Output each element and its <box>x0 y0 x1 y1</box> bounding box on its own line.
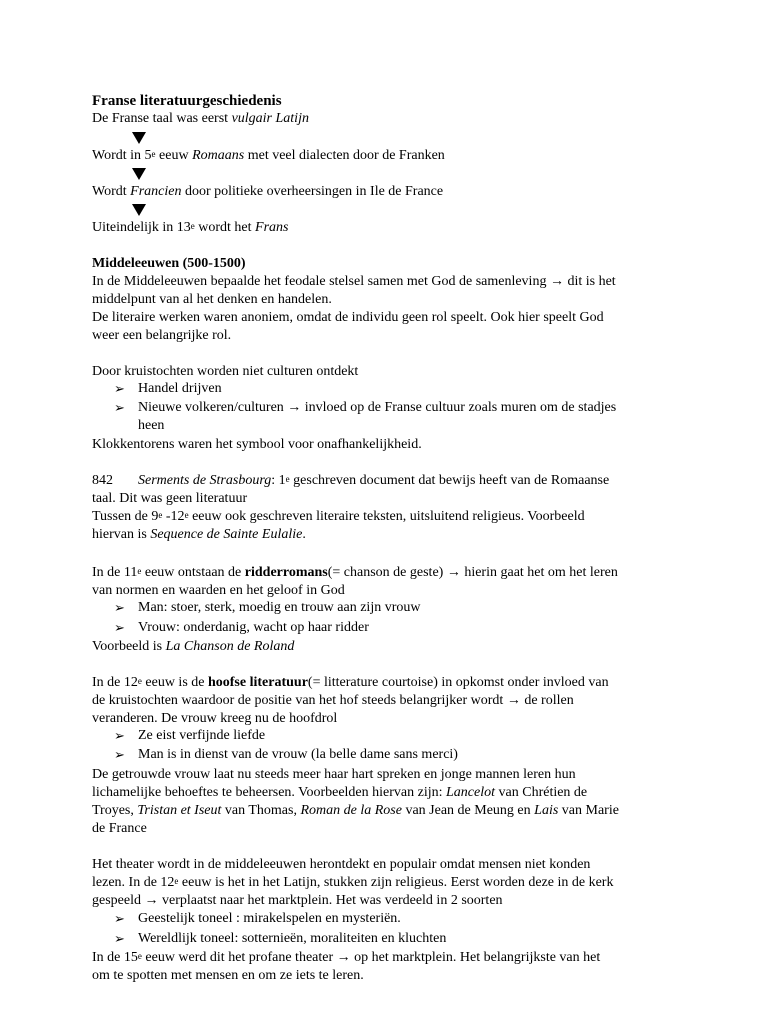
paragraph-line <box>92 874 613 892</box>
intro-line-3 <box>92 183 443 201</box>
down-arrow-icon <box>132 168 146 180</box>
text: In de 15 <box>92 950 138 965</box>
intro-line-1 <box>92 110 309 128</box>
text: door politieke overheersingen in Ile de France <box>181 184 444 199</box>
paragraph-line: De getrouwde vrouw laat nu steeds meer haar hart spreken en jonge mannen leren hun <box>92 767 576 782</box>
bullet-arrow-icon: ➢ <box>114 931 125 946</box>
bullet-arrow-icon: ➢ <box>114 600 125 615</box>
text: In de Middeleeuwen bepaalde het feodale stelsel samen met God de samenleving <box>92 274 547 289</box>
text-italic: Tristan et Iseut <box>137 803 222 818</box>
bullet-item: Handel drijven <box>138 381 222 396</box>
paragraph-line <box>92 674 609 692</box>
bullet-arrow-icon: ➢ <box>114 911 125 926</box>
text-italic: Francien <box>130 184 182 199</box>
text-italic: Lancelot <box>446 785 496 800</box>
text: van Thomas, <box>221 803 301 818</box>
superscript: e <box>285 474 290 484</box>
right-arrow-icon: → <box>144 893 159 908</box>
paragraph-line: taal. Dit was geen literatuur <box>92 491 248 506</box>
text: Voorbeeld is <box>92 639 166 654</box>
section-heading: Middeleeuwen (500-1500) <box>92 256 246 271</box>
paragraph-line: middelpunt van al het denken en handelen. <box>92 292 332 307</box>
text: hierin gaat het om het leren <box>460 565 618 580</box>
paragraph-line <box>92 949 600 967</box>
paragraph-line: Door kruistochten worden niet culturen ontdekt <box>92 364 359 379</box>
text: In de 11 <box>92 565 138 580</box>
year: 842 <box>92 473 113 488</box>
text: Troyes, <box>92 803 138 818</box>
down-arrow-icon <box>132 204 146 216</box>
text: (= chanson de geste) <box>327 565 444 580</box>
text: eeuw ontstaan de <box>141 565 245 580</box>
text: Wordt in 5 <box>92 148 152 163</box>
text: dit is het <box>563 274 616 289</box>
paragraph-line: weer een belangrijke rol. <box>92 328 232 343</box>
paragraph-line: de France <box>92 821 147 836</box>
bullet-arrow-icon: ➢ <box>114 728 125 743</box>
superscript: e <box>137 566 142 576</box>
bullet-item <box>138 400 616 416</box>
intro-line-4 <box>92 219 288 237</box>
right-arrow-icon: → <box>506 693 521 708</box>
text: eeuw werd dit het profane theater <box>141 950 334 965</box>
text: wordt het <box>194 220 256 235</box>
right-arrow-icon: → <box>287 400 302 415</box>
text-bold: hoofse literatuur <box>207 675 308 690</box>
paragraph-line: De literaire werken waren anoniem, omdat de individu geen rol speelt. Ook hier speelt God <box>92 310 604 325</box>
right-arrow-icon: → <box>336 950 351 965</box>
text: eeuw <box>155 148 193 163</box>
text: Nieuwe volkeren/culturen <box>138 400 284 415</box>
paragraph-line: om te spotten met mensen en om ze iets te leren. <box>92 968 364 983</box>
superscript: e <box>190 221 195 231</box>
text-bold: ridderromans <box>244 565 328 580</box>
text-italic: Lais <box>534 803 559 818</box>
text: eeuw is het in het Latijn, stukken zijn religieus. Eerst worden deze in de kerk <box>178 875 614 890</box>
superscript: e <box>137 951 142 961</box>
paragraph-line: Het theater wordt in de middeleeuwen herontdekt en populair omdat mensen niet konden <box>92 857 591 872</box>
text: geschreven document dat bewijs heeft van de Romaanse <box>289 473 610 488</box>
text: van Chrétien de <box>495 785 588 800</box>
bullet-item: Man: stoer, sterk, moedig en trouw aan zijn vrouw <box>138 600 421 615</box>
text: lezen. In de 12 <box>92 875 175 890</box>
paragraph-line: van normen en waarden en het geloof in God <box>92 583 345 598</box>
paragraph-line <box>92 273 616 291</box>
text-italic: Sequence de Sainte Eulalie <box>150 527 303 542</box>
text-italic: La Chanson de Roland <box>165 639 295 654</box>
text: Tussen de 9 <box>92 509 159 524</box>
text: met veel dialecten door de Franken <box>244 148 445 163</box>
bullet-arrow-icon: ➢ <box>114 620 125 635</box>
bullet-item: Vrouw: onderdanig, wacht op haar ridder <box>138 620 369 635</box>
page-title: Franse literatuurgeschiedenis <box>92 93 282 109</box>
paragraph-line <box>92 802 619 820</box>
superscript: e <box>174 876 179 886</box>
superscript: e <box>184 510 189 520</box>
text-italic: Serments de Strasbourg <box>138 473 272 488</box>
superscript: e <box>158 510 163 520</box>
paragraph-line <box>92 638 294 656</box>
text: de kruistochten waardoor de positie van het hof steeds belangrijker wordt <box>92 693 504 708</box>
text: van Marie <box>558 803 619 818</box>
bullet-arrow-icon: ➢ <box>114 381 125 396</box>
text: (= litterature courtoise) in opkomst onder invloed van <box>307 675 609 690</box>
text: -12 <box>162 509 185 524</box>
text-italic: Romaans <box>192 148 245 163</box>
text: invloed op de Franse cultuur zoals muren om de stadjes <box>301 400 617 415</box>
text: eeuw is de <box>141 675 208 690</box>
text: hiervan is <box>92 527 151 542</box>
bullet-arrow-icon: ➢ <box>114 400 125 415</box>
text: verplaatst naar het marktplein. Het was verdeeld in 2 soorten <box>158 893 503 908</box>
text: . <box>302 527 306 542</box>
text: lichamelijke behoeftes te beheersen. Voorbeelden hiervan zijn: <box>92 785 447 800</box>
paragraph-line <box>92 784 587 802</box>
paragraph-line <box>92 892 503 910</box>
text-italic: Roman de la Rose <box>300 803 402 818</box>
paragraph-line: veranderen. De vrouw kreeg nu de hoofdrol <box>92 711 338 726</box>
paragraph-line <box>92 564 618 582</box>
text: van Jean de Meung en <box>401 803 535 818</box>
down-arrow-icon <box>132 132 146 144</box>
paragraph-line <box>92 472 609 490</box>
text: de rollen <box>520 693 574 708</box>
text: gespeeld <box>92 893 141 908</box>
right-arrow-icon: → <box>549 274 564 289</box>
text: In de 12 <box>92 675 138 690</box>
superscript: e <box>137 676 142 686</box>
right-arrow-icon: → <box>446 565 461 580</box>
bullet-item: Man is in dienst van de vrouw (la belle dame sans merci) <box>138 747 458 762</box>
bullet-item-continuation: heen <box>138 418 165 433</box>
paragraph-line <box>92 508 585 526</box>
text: Uiteindelijk in 13 <box>92 220 191 235</box>
text: op het marktplein. Het belangrijkste van het <box>350 950 601 965</box>
text: eeuw ook geschreven literaire teksten, uitsluitend religieus. Voorbeeld <box>188 509 585 524</box>
bullet-arrow-icon: ➢ <box>114 747 125 762</box>
paragraph-line <box>92 692 574 710</box>
paragraph-line: Klokkentorens waren het symbool voor onafhankelijkheid. <box>92 437 422 452</box>
text-italic: vulgair Latijn <box>231 111 309 126</box>
text: Wordt <box>92 184 131 199</box>
bullet-item: Wereldlijk toneel: sotternieën, moraliteiten en kluchten <box>138 931 447 946</box>
paragraph-line <box>92 526 306 544</box>
superscript: e <box>151 149 156 159</box>
text-italic: Frans <box>255 220 289 235</box>
bullet-item: Geestelijk toneel : mirakelspelen en mysteriën. <box>138 911 401 926</box>
text: : 1 <box>271 473 286 488</box>
bullet-item: Ze eist verfijnde liefde <box>138 728 266 743</box>
text: De Franse taal was eerst <box>92 111 232 126</box>
intro-line-2 <box>92 147 445 165</box>
